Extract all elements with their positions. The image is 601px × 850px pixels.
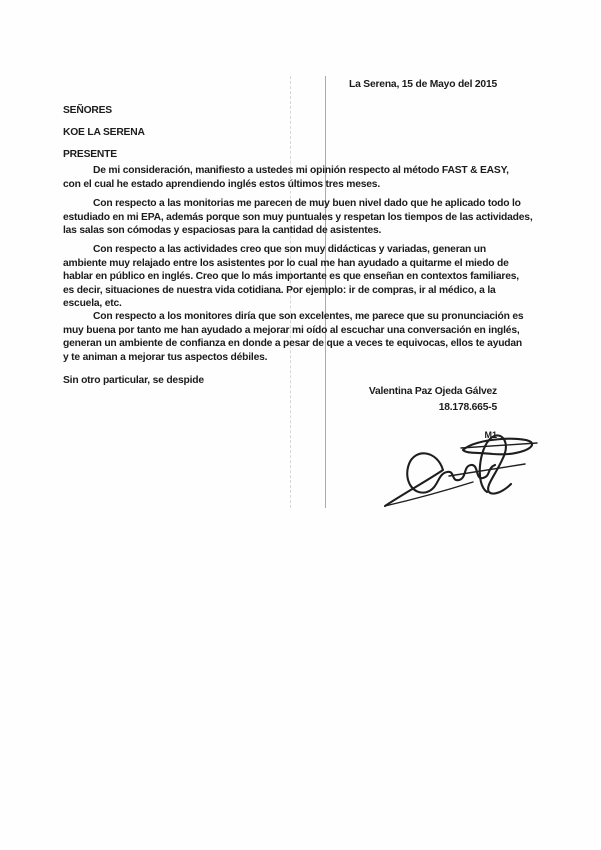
signature-annotation: M1	[484, 430, 497, 440]
paragraph-line: muy buena por tanto me han ayudado a mejorar mi oído al escuchar una conversación en inglés,	[63, 324, 520, 336]
paragraph-line: ambiente muy relajado entre los asistentes por lo cual me han ayudado a quitarme el miedo de	[63, 257, 509, 269]
signature	[375, 430, 543, 512]
date-line: La Serena, 15 de Mayo del 2015	[349, 79, 497, 90]
paragraph-line: De mi consideración, manifiesto a ustedes mi opinión respecto al método FAST & EASY,	[93, 165, 509, 176]
recipient-block	[63, 100, 497, 166]
paragraph-3	[63, 243, 519, 311]
paragraph-line: generan un ambiente de confianza en donde a pesar de que a veces te equivocas, ellos te ayudan	[63, 338, 523, 349]
closing-line: Sin otro particular, se despide	[63, 375, 204, 386]
paragraph-line: las salas son cómodas y espaciosas para la cantidad de asistentes.	[63, 225, 382, 236]
paragraph-2	[63, 197, 533, 238]
recipient-koe-la-serena: KOE LA SERENA	[63, 127, 145, 138]
signer-id: 18.178.665-5	[438, 402, 497, 413]
paragraph-1	[63, 164, 509, 191]
paragraph-line: estudiado en mi EPA, además porque son muy puntuales y respetan los tiempos de las actividades,	[63, 211, 533, 223]
paragraph-4	[63, 310, 524, 364]
signature-scrawl-svg	[375, 430, 543, 512]
signer-name: Valentina Paz Ojeda Gálvez	[368, 386, 497, 397]
recipient-senores: SEÑORES	[63, 105, 112, 116]
recipient-presente: PRESENTE	[63, 149, 117, 160]
paragraph-line: es decir, situaciones de nuestra vida cotidiana. Por ejemplo: ir de compras, ir al médico, a la	[63, 284, 496, 296]
paragraph-line: y te animan a mejorar tus aspectos débiles.	[63, 351, 268, 363]
paragraph-line: Con respecto a las actividades creo que son muy didácticas y variadas, generan un	[93, 244, 486, 255]
paragraph-line: con el cual he estado aprendiendo inglés estos últimos tres meses.	[63, 178, 380, 190]
paragraph-line: Con respecto a los monitores diría que son excelentes, me parece que su pronunciación es	[93, 311, 524, 322]
paragraph-line: hablar en público en inglés. Creo que lo más importante es que enseñan en contextos familiares,	[63, 271, 519, 282]
paragraph-line: escuela, etc.	[63, 298, 122, 309]
paragraph-line: Con respecto a las monitorias me parecen de muy buen nivel dado que he aplicado todo lo	[93, 198, 521, 209]
